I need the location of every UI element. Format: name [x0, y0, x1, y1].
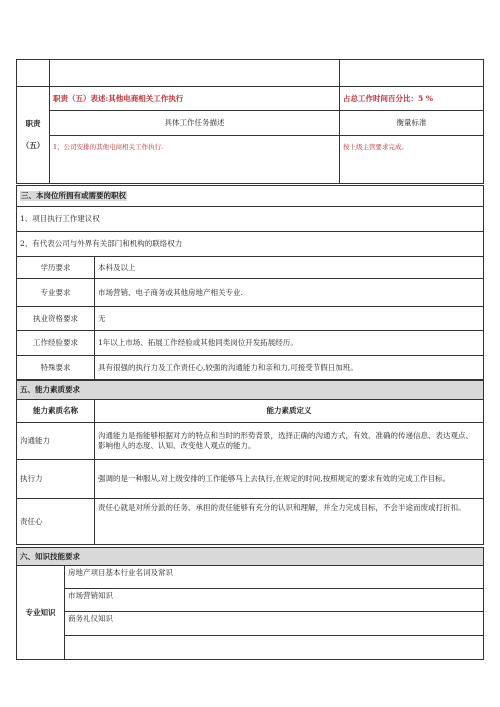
ability-table: [16, 380, 484, 545]
col-header-ability-name: 能力素质名称: [17, 400, 95, 423]
duty-side-label: [17, 87, 50, 184]
requirement-value: 无: [95, 307, 484, 331]
requirement-label: 工作经验要求: [17, 331, 95, 356]
authority-heading-text: 三、本岗位所拥有或需要的职权: [21, 191, 126, 200]
requirement-value: 本科及以上: [95, 257, 484, 279]
ability-heading: 五、能力素质要求: [17, 381, 484, 400]
knowledge-category: 专业知识: [17, 566, 65, 660]
requirement-label: 特殊要求: [17, 356, 95, 380]
knowledge-item: 商务礼仪知识: [65, 612, 484, 636]
requirement-value: 市场营销、电子商务或其他房地产相关专业.: [95, 279, 484, 307]
knowledge-item: 房地产项目基本行业名词及常识: [65, 566, 484, 589]
authority-item: 1、项目执行工作建议权: [17, 207, 484, 232]
ability-definition: 责任心就是对所分派的任务、承担的责任能够有充分的认识和理解，并全力完成目标，不会半途而废或打折扣。: [95, 499, 484, 545]
duty-title: 职责（五）表述:其他电商相关工作执行: [50, 87, 340, 111]
ability-definition: 沟通能力是指能够根据对方的特点和当时的形势背景，选择正确的沟通方式，有效、准确的传递信息、表达观点、影响他人的态度、认知、改变他人观点的能力。: [95, 423, 484, 460]
requirement-value: 具有很强的执行力及工作责任心,较强的沟通能力和亲和力,可接受节假日加班。: [95, 356, 484, 380]
knowledge-item: 市场营销知识: [65, 589, 484, 612]
requirement-label: 专业要求: [17, 279, 95, 307]
duty-side-label-line2: （五）: [21, 141, 45, 150]
col-header-standard: 衡量标准: [340, 111, 484, 136]
ability-name: 责任心: [17, 499, 95, 545]
requirement-value: 1年以上市场、拓展工作经验或其他同类岗位开发拓展经历。: [95, 331, 484, 356]
duty-table: [16, 59, 484, 184]
empty-cell: [340, 60, 484, 87]
authority-table: [16, 185, 484, 380]
duty-side-label-line1: 职责: [25, 119, 41, 128]
requirement-label: 执业资格要求: [17, 307, 95, 331]
duty-task: 1、公司安排的其他电商相关工作执行.: [50, 136, 340, 184]
duty-standard: 按上级主管要求完成。: [340, 136, 484, 184]
requirement-label: 学历要求: [17, 257, 95, 279]
ability-definition: 强调的是一种服从,对上级安排的工作能够马上去执行,在规定的时间,按照规定的要求有效的完成工作目标。: [95, 460, 484, 499]
empty-cell: [50, 60, 340, 87]
knowledge-table: [16, 547, 484, 660]
col-header-ability-def: 能力素质定义: [95, 400, 484, 423]
knowledge-heading: 六、知识技能要求: [17, 548, 484, 566]
duty-percent: 占总工作时间百分比：5 %: [340, 87, 484, 111]
knowledge-item: [65, 636, 484, 660]
col-header-task-desc: 具体工作任务描述: [50, 111, 340, 136]
authority-item: 2、有代表公司与外界有关部门和机构的联络权力: [17, 232, 484, 257]
authority-heading: [17, 186, 484, 207]
empty-cell: [17, 60, 50, 87]
ability-name: 执行力: [17, 460, 95, 499]
ability-name: 沟通能力: [17, 423, 95, 460]
